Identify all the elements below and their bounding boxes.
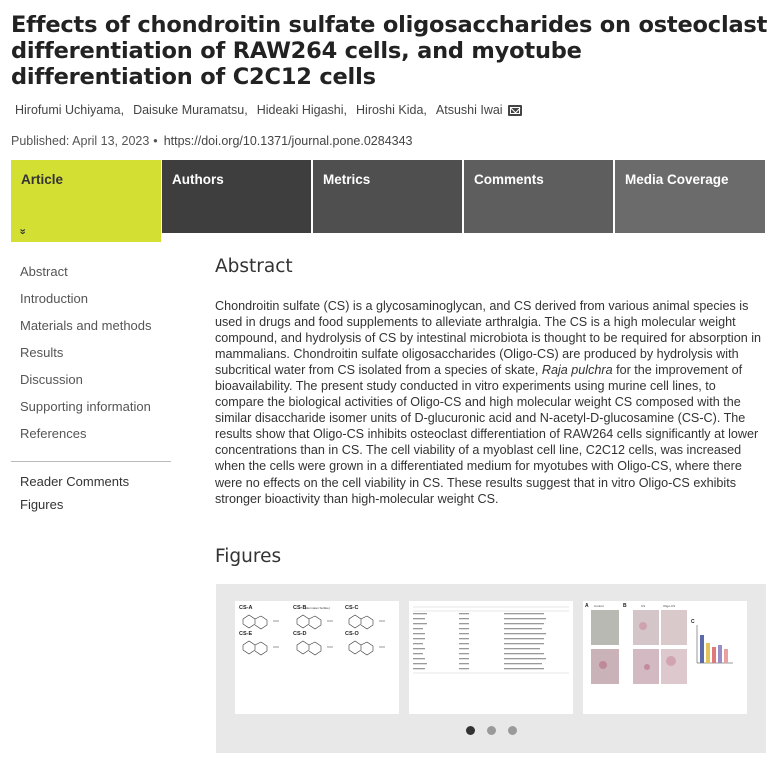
- column-label: CS: [641, 604, 646, 608]
- panel-label: C: [691, 619, 695, 625]
- chevron-down-icon[interactable]: »: [16, 228, 29, 235]
- structure-label: CS-B: [293, 605, 307, 611]
- publication-info: [11, 134, 413, 148]
- article-title-line: Effects of chondroitin sulfate oligosaccharides on osteoclast: [11, 12, 768, 38]
- abstract-text: [215, 298, 765, 507]
- tab-comments[interactable]: [464, 160, 613, 233]
- nav-item-results[interactable]: Results: [20, 345, 64, 360]
- tab-label: Authors: [172, 172, 224, 187]
- structure-sublabel: (dermatan Sulfate): [305, 606, 330, 610]
- tab-authors[interactable]: [162, 160, 311, 233]
- nav-item-introduction[interactable]: Introduction: [20, 291, 88, 306]
- nav-item-references[interactable]: References: [20, 426, 87, 441]
- tab-label: Media Coverage: [625, 172, 729, 187]
- structure-label: CS-C: [345, 605, 359, 611]
- tab-metrics[interactable]: [313, 160, 462, 233]
- panel-label: B: [623, 603, 627, 609]
- nav-item-materials-methods[interactable]: Materials and methods: [20, 318, 152, 333]
- structure-label: CS-A: [239, 605, 253, 611]
- nav-item-reader-comments[interactable]: Reader Comments: [20, 474, 130, 489]
- tab-media-coverage[interactable]: [615, 160, 765, 233]
- micrograph-panels: [591, 610, 687, 684]
- separator-bullet: •: [153, 134, 158, 148]
- figures-heading: Figures: [215, 546, 282, 567]
- chemical-structures: [243, 615, 385, 655]
- author-link[interactable]: Hirofumi Uchiyama,: [15, 103, 125, 117]
- panel-label: A: [585, 603, 589, 609]
- table-figure: [413, 607, 569, 673]
- carousel-dot[interactable]: [466, 726, 475, 735]
- structure-label: CS-D: [293, 631, 307, 637]
- bar-chart: [697, 625, 733, 663]
- carousel-dot[interactable]: [508, 726, 517, 735]
- tab-label: Comments: [474, 172, 544, 187]
- species-name: Raja pulchra: [541, 363, 613, 378]
- column-label: Control: [594, 604, 604, 608]
- abstract-text-part: Chondroitin sulfate (CS) is a glycosaminoglycan, and CS derived from various animal species is used in drugs and food supplements to alleviate arthralgia. The CS is a high molecular weight compound, and hydrolysis of CS by intestinal microbiota is thought to be required for absorption in mammalians. Chondroitin sulfate oligosaccharides (Oligo-CS) are produced by hydrolysis with subcritical water from CS isolated from a species of skate,: [215, 299, 762, 378]
- carousel-pagination: [216, 726, 766, 735]
- abstract-text-part: for the improvement of bioavailability. The present study conducted in vitro experiments using murine cell lines, to compare the biological activities of Oligo-CS and high molecular weight CS composed with the similar disaccharide isomer units of D-glucuronic acid and N-acetyl-D-glucosamine (CS-C). The results show that Oligo-CS inhibits osteoclast differentiation of RAW264 cells significantly at lower concentrations than in CS. The cell viability of a myoblast cell line, C2C12 cells, was increased when the cells were grown in a differentiated medium for myotubes with Oligo-CS, where there were no effects on the cell viability in CS. These results suggest that in vitro Oligo-CS exhibits stronger bioactivity than high-molecular weight CS.: [215, 363, 759, 506]
- structure-label: CS-E: [239, 631, 253, 637]
- author-link[interactable]: Hiroshi Kida,: [356, 103, 427, 117]
- figures-carousel: [216, 584, 766, 753]
- article-main: [215, 256, 765, 567]
- figure-thumbnail[interactable]: [235, 601, 399, 714]
- abstract-heading: Abstract: [215, 256, 293, 277]
- nav-item-discussion[interactable]: Discussion: [20, 372, 83, 387]
- article-title: [11, 12, 771, 90]
- table-text-lines: [413, 613, 546, 669]
- author-link[interactable]: Hideaki Higashi,: [256, 103, 348, 117]
- carousel-dot[interactable]: [487, 726, 496, 735]
- published-date: Published: April 13, 2023: [11, 134, 150, 148]
- structure-label: CS-O: [345, 631, 359, 637]
- nav-item-supporting-info[interactable]: Supporting information: [20, 399, 151, 414]
- doi-link[interactable]: https://doi.org/10.1371/journal.pone.0284343: [163, 134, 413, 148]
- figure-thumbnail[interactable]: [583, 601, 747, 714]
- article-title-line: differentiation of C2C12 cells: [11, 64, 376, 90]
- column-label: Oligo-CS: [663, 604, 676, 608]
- nav-item-figures[interactable]: Figures: [20, 497, 64, 512]
- nav-item-abstract[interactable]: Abstract: [20, 264, 68, 279]
- author-list: [15, 103, 522, 117]
- nav-divider: [11, 461, 171, 462]
- author-link[interactable]: Daisuke Muramatsu,: [133, 103, 248, 117]
- figure-thumbnail[interactable]: [409, 601, 573, 714]
- article-title-line: differentiation of RAW264 cells, and myotube: [11, 38, 582, 64]
- section-nav: [11, 258, 171, 516]
- corresponding-author-mail-icon[interactable]: [508, 105, 522, 116]
- tab-label: Article: [21, 172, 64, 187]
- author-link[interactable]: Atsushi Iwai: [435, 103, 503, 117]
- article-tabs: [11, 160, 765, 242]
- tab-label: Metrics: [323, 172, 371, 187]
- tab-article[interactable]: [11, 160, 161, 242]
